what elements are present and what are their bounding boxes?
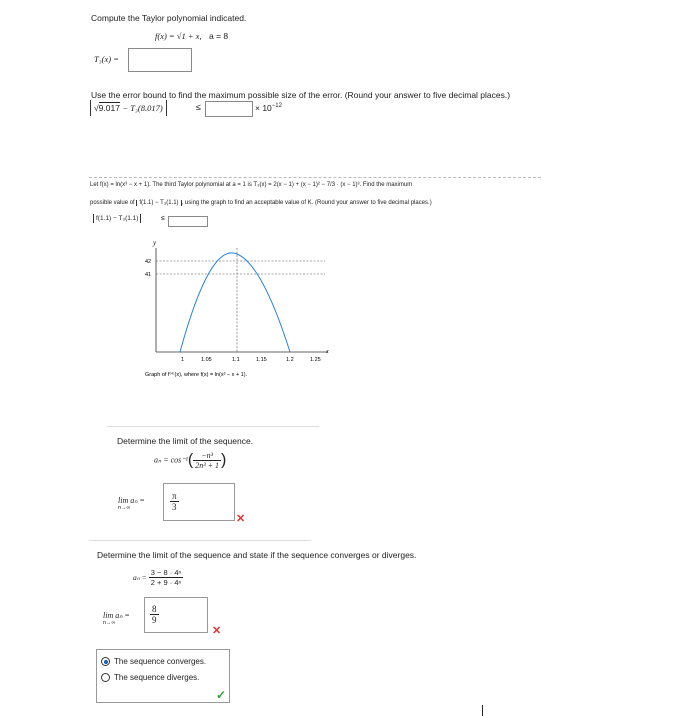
p4-lim-sub: n→∞ (103, 620, 116, 626)
p2-inequality (93, 215, 141, 222)
p2-abs-expr: f(1.1) − T₃(1.1) (136, 200, 181, 206)
sqrt-sign: √ (94, 103, 99, 113)
option-diverges-label: The sequence diverges. (114, 673, 200, 682)
x-tick-1: 1 (181, 357, 185, 363)
p3-num: −n³ (193, 451, 221, 461)
p4-lim-label: lim aₙ = (103, 611, 130, 620)
p1-title: Compute the Taylor polynomial indicated. (91, 13, 247, 23)
y-tick-41: 41 (145, 272, 152, 278)
y-tick-42: 42 (145, 259, 152, 265)
p4-answer-fraction (150, 604, 159, 625)
p2-line2-b: , using the graph to find an acceptable value of K. (Round your answer to five decimal places.) (181, 200, 432, 206)
p2-le: ≤ (161, 215, 165, 222)
p4-den: 2 + 9 · 4ⁿ (150, 578, 182, 587)
p3-answer-box[interactable] (163, 483, 235, 521)
option-converges-label: The sequence converges. (114, 657, 207, 666)
x-tick-1.1: 1.1 (232, 357, 240, 363)
right-paren: ) (221, 451, 227, 469)
p1-err-rest: − T₃(8.017) (122, 103, 163, 113)
option-converges[interactable] (101, 657, 206, 666)
x-tick-1.25: 1.25 (310, 357, 321, 363)
p4-sequence (133, 568, 183, 587)
p3-fraction (193, 451, 221, 470)
graph-x-label: x (326, 349, 329, 355)
p1-times: × 10 (255, 103, 272, 113)
p1-function: f(x) = √1 + x, (155, 31, 202, 41)
p3-sequence (154, 451, 226, 470)
p2-ineq-expr: f(1.1) − T₃(1.1) (93, 214, 141, 223)
graph-y-label: y (153, 239, 157, 247)
p1-scale (255, 103, 282, 113)
option-diverges[interactable] (101, 673, 199, 682)
p1-error-input[interactable] (205, 101, 253, 117)
p2-answer-input[interactable] (168, 216, 208, 227)
p4-ans-den: 9 (152, 615, 157, 625)
correct-icon: ✓ (215, 688, 226, 702)
p4-options-box (96, 649, 230, 703)
incorrect-icon: ✕ (212, 625, 222, 637)
divider-2 (107, 426, 319, 427)
p4-limit (103, 611, 130, 626)
p4-ans-num: 8 (152, 604, 157, 614)
p3-lim-label: lim aₙ = (118, 496, 145, 505)
p3-seq-lhs: aₙ = cos⁻¹ (154, 455, 188, 465)
p2-line2 (90, 200, 432, 206)
p1-exponent: −12 (271, 103, 282, 110)
graph-curve (180, 253, 290, 352)
p1-instruction: Use the error bound to find the maximum possible size of the error. (Round your answer to five decimal places.) (91, 90, 511, 100)
x-tick-1.05: 1.05 (201, 357, 212, 363)
p2-statement: Let f(x) = ln(x³ − x + 1). The third Taylor polynomial at a = 1 is T₃(x) = 2(x − 1) + (x − 1)² − 7/3 · (x − 1)³. Find the maximum (90, 182, 413, 188)
divider-1 (89, 177, 541, 178)
p1-t3-input[interactable] (128, 48, 192, 72)
p1-le: ≤ (196, 102, 201, 112)
p2-line2-a: possible value of (90, 200, 135, 206)
graph-caption: Graph of f⁽⁴⁾(x), where f(x) = ln(x³ − x + 1). (145, 372, 248, 378)
p3-den: 2n³ + 1 (195, 461, 219, 470)
p4-title: Determine the limit of the sequence and state if the sequence converges or diverges. (97, 550, 417, 560)
p3-title: Determine the limit of the sequence. (117, 436, 254, 446)
p3-answer-fraction (170, 491, 179, 512)
p3-ans-num: π (172, 491, 177, 501)
p4-seq-lhs: aₙ = (133, 573, 147, 582)
p1-error-expression (90, 100, 167, 116)
p3-ans-den: 3 (172, 502, 177, 512)
p1-err-radicand: 9.017 (98, 103, 120, 113)
radio-diverges[interactable] (101, 673, 110, 682)
radio-converges[interactable] (101, 657, 110, 666)
p3-limit (118, 496, 145, 511)
x-tick-1.2: 1.2 (286, 357, 294, 363)
divider-3 (89, 540, 311, 541)
p3-lim-sub: n→∞ (118, 505, 131, 511)
p4-answer-box[interactable] (144, 597, 208, 633)
p1-t3-label: T₃(x) = (94, 54, 119, 64)
left-paren: ( (187, 451, 194, 469)
p1-a-value: a = 8 (209, 31, 229, 41)
incorrect-icon: ✕ (236, 513, 246, 525)
p2-graph (140, 234, 340, 384)
text-cursor (482, 705, 483, 716)
p4-fraction (149, 568, 183, 587)
x-tick-1.15: 1.15 (256, 357, 267, 363)
p4-num: 3 − 8 · 4ⁿ (150, 568, 182, 577)
